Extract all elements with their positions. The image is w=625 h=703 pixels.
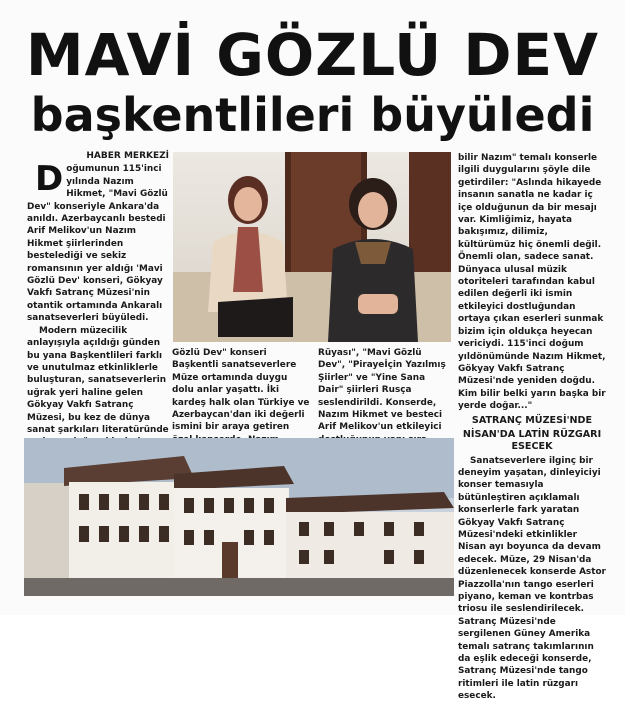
headline-line-1: MAVİ GÖZLÜ DEV: [25, 21, 600, 89]
quote-paragraph: bilir Nazım" temalı konserle ilgili duygularını şöyle dile getirdiler: "Aslında hikayede insanın sanatla ne kadar iç içe olduğunun da bir mesajı var. Kimliğimiz, hayata bakışımız, dilimiz, kültürümüz hiç önemli değil. Önemli olan, sadece sanat. Dünyaca ulusal müzik otoriteleri tarafından kabul edilen değerli iki ismin etkileyici dostluğundan ortaya çıkan eserleri sunmak bizim için oldukça heyecan vericiydi. 115'inci doğum yıldönümünde Nazım Hikmet, Gökyay Vakfı Satranç Müzesi'nde yeniden doğdu. Kim bilir belki yarın başka bir yerde doğar...": [458, 153, 606, 412]
paragraph: Sanatseverlere ilginç bir deneyim yaşatan, dinleyiciyi konser temasıyla bütünleştiren açıklamalı konserlerle fark yaratan Gökyay Vakfı Satranç Müzesi'ndeki etkinlikler Nisan ayı boyunca da devam edecek. Müze, 29 Nisan'da düzenlenecek konserde Astor Piazzolla'nın tango eserleri piyano, keman ve kontrbas triosu ile seslendirilecek. Satranç Müzesi'nde sergilenen Güney Amerika temalı satranç takımlarının da eşlik edeceği konserde, Satranç Müzesi'nde tango ritimleri ile latin rüzgarı esecek.: [458, 455, 606, 702]
museum-building-photo: [24, 438, 454, 596]
byline: HABER MERKEZİ: [86, 151, 169, 161]
lead-paragraph: [27, 159, 169, 324]
headline-line-2: başkentlileri büyüledi: [30, 88, 595, 142]
paragraph: Modern müzecilik anlayışıyla açıldığı günden bu yana Başkentlileri farklı ve unutulmaz etkinliklerle buluşturan, sanatseverlerin uğrak yeri haline gelen Gökyay Vakfı Satranç Müzesi, bu kez de dünya sanat şarkıları literatüründe: [27, 325, 169, 435]
article-column-4: [458, 152, 606, 703]
interview-photo: [173, 152, 451, 342]
drop-cap: D: [35, 159, 64, 200]
lead-text: oğumunun 115'inci yılında Nazım Hikmet, "Mavi Gözlü Dev" konseriyle Ankara'da anıldı. Azerbaycanlı bestedi Arif Melikov'un Nazım Hikmet şiirlerinden bestelediği ve sekiz romansının yer aldığı 'Mavi Gözlü Dev' konseri, Gökyay Vakfı Satranç Müzesi'nin otantik ortamında Ankaralı sanatseverleri büyüledi.: [27, 164, 168, 324]
woman-left-figure: [203, 172, 293, 342]
paragraph: Rüyası", "Mavi Gözlü Dev", "Pirayeİçin Yazılmış Şiirler" ve "Yine Sana Dair" şiirleri Rusça seslendirildi. Konserde, Nazım Hikmet ve besteci Arif Melikov'un etkileyici: [318, 348, 446, 433]
subhead-line-2: NİSAN'DA LATİN RÜZGARI ESECEK: [462, 428, 602, 452]
paragraph: Gözlü Dev" konseri Başkentli sanatseverlere Müze ortamında duygu dolu anlar yaşattı. İki kardeş halk olan Türkiye ve Azerbaycan'dan iki değerli ismini bir araya getiren: [172, 348, 310, 433]
woman-right-figure: [323, 174, 423, 342]
subhead-line-1: SATRANÇ MÜZESİ'NDE: [471, 414, 593, 426]
